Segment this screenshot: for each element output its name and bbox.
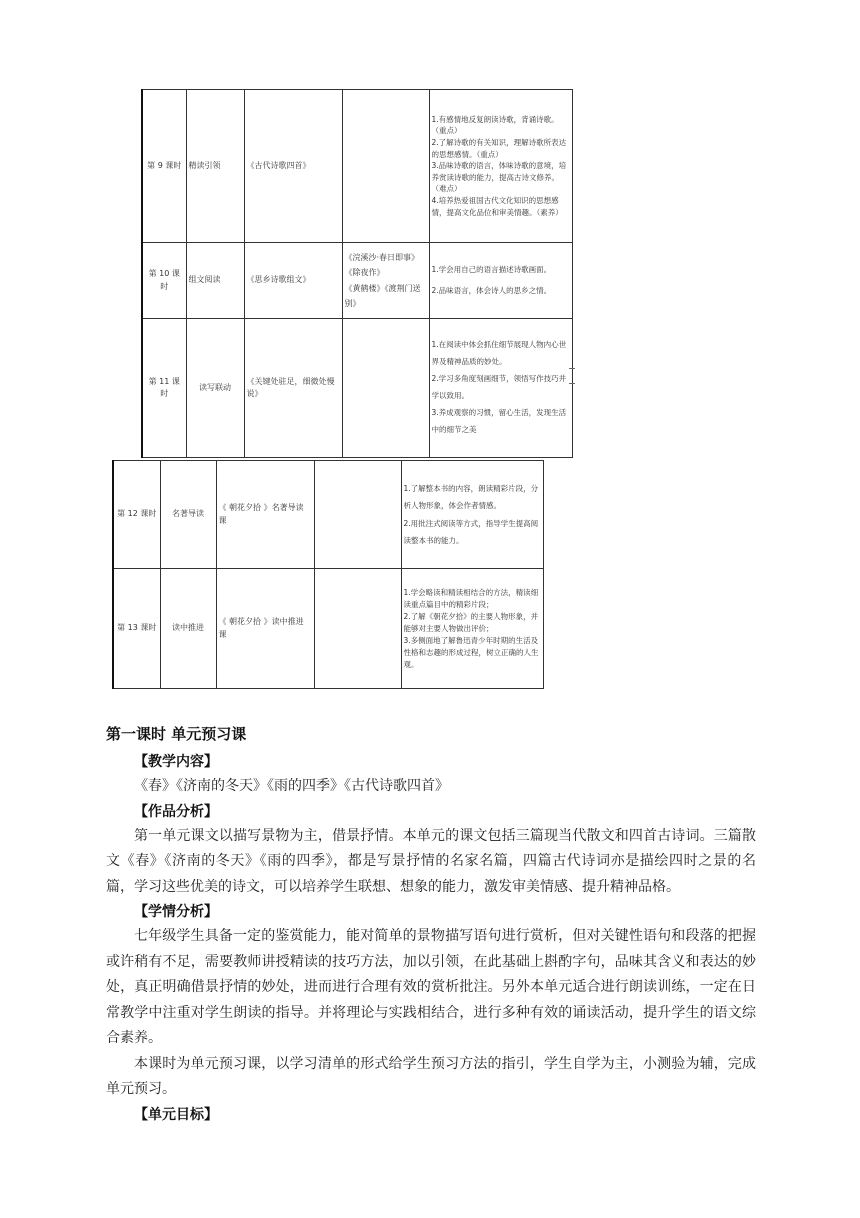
text-cell [342,319,429,458]
objectives-cell [429,243,572,319]
objective-item: 3.养成观察的习惯，留心生活，发现生活中的细节之美 [431,407,567,434]
period-cell: 第 13 课时 [113,569,160,689]
objectives-cell [401,461,543,569]
section-text-analysis: 第一单元课文以描写景物为主，借景抒情。本单元的课文包括三篇现当代散文和四首古诗词。三篇散文《春》《济南的冬天》《雨的四季》，都是写景抒情的名家名篇，四篇古代诗词亦是描绘四时之景的名篇，学习这些优美的诗文，可以培养学生联想、想象的能力，激发审美情感、提升精神品格。 [106,827,756,895]
objective-item: 1.了解整本书的内容，朗读精彩片段，分析人物形象，体会作者情感。 [403,484,539,511]
schedule-table-top [141,89,573,458]
section-title-goals: 【单元目标】 [134,1106,218,1123]
text-cell [342,90,429,243]
text-cell [314,461,401,569]
text-cell [314,569,401,689]
lesson-cell: 《思乡诗歌组文》 [244,243,342,319]
section-title-students: 【学情分析】 [134,904,218,920]
section-title-content: 【教学内容】 [134,754,218,770]
section-text-students-1: 七年级学生具备一定的鉴赏能力，能对简单的景物描写语句进行赏析，但对关键性语句和段落的把握或许稍有不足，需要教师讲授精读的技巧方法，加以引领，在此基础上斟酌字句，品味其含义和表达的妙处，真正明确借景抒情的妙处，进而进行合理有效的赏析批注。另外本单元适合进行朗读训练，一定在日常教学中注重对学生朗读的指导。并将理论与实践相结合，进行多种有效的诵读活动，提升学生的语文综合素养。 [106,928,756,1046]
objective-item: 4.培养热爱祖国古代文化知识的思想感情，提高文化品位和审美情趣。（素养） [431,196,563,217]
objective-item: 2.了解《朝花夕拾》的主要人物形象，并能够对主要人物做出评价； [403,611,539,633]
table-row [142,90,572,243]
objective-item: 1.在阅读中体会抓住细节展现人物内心世界及精神品质的妙处。 [431,340,567,367]
objective-item: 1.学会用自己的语言描述诗歌画面。 [431,264,552,274]
table-row [142,319,572,458]
type-cell: 组文阅读 [186,243,244,319]
section-text-content: 《春》《济南的冬天》《雨的四季》《古代诗歌四首》 [134,778,449,794]
objective-item: 2.了解诗歌的有关知识，理解诗歌所表达的思想感情。（重点） [431,137,567,159]
objective-item: 3.品味诗歌的语言，体味诗歌的意境，培养赏读诗歌的能力，提高古诗文修养。（难点） [431,161,567,194]
schedule-table-bottom [112,460,544,689]
section-text-students-2: 本课时为单元预习课，以学习清单的形式给学生预习方法的指引，学生自学为主，小测验为辅，完成单元预习。 [106,1055,756,1097]
objective-item: 1.有感情地反复朗读诗歌，背诵诗歌。（重点） [431,114,559,136]
objective-item: 2.品味语言，体会诗人的思乡之情。 [431,285,552,295]
objective-item: 2.用批注式阅读等方式，指导学生提高阅读整本书的能力。 [403,518,539,545]
period-cell: 第 12 课时 [113,461,160,569]
lesson-cell: 《 朝花夕拾 》读中推进课 [216,569,314,689]
document-body [106,724,756,1127]
edge-marker [569,368,575,384]
text-cell: 《浣溪沙·春日即事》 《除夜作》 《黄鹤楼》《渡荆门送别》 [342,243,429,319]
objective-item: 3.多侧面地了解鲁迅青少年时期的生活及性格和志趣的形成过程，树立正确的人生观。 [403,635,539,669]
table-row [113,461,543,569]
lesson-cell: 《 朝花夕拾 》名著导读课 [216,461,314,569]
objective-item: 2.学习多角度刻画细节，领悟写作技巧并学以致用。 [431,374,567,400]
type-cell: 读中推进 [160,569,216,689]
type-cell: 读写联动 [186,319,244,458]
type-cell: 名著导读 [160,461,216,569]
type-cell: 精读引领 [186,90,244,243]
period-cell: 第 10 课时 [142,243,186,319]
objective-item: 1.学会略读和精读相结合的方法，精读细读重点篇目中的精彩片段； [403,587,539,609]
lesson-cell: 《古代诗歌四首》 [244,90,342,243]
lesson-heading: 第一课时 单元预习课 [106,725,247,743]
table-row [142,243,572,319]
objectives-cell [401,569,543,689]
period-cell: 第 9 课时 [142,90,186,243]
objectives-cell [429,90,572,243]
lesson-cell: 《关键处驻足，细微处慢说》 [244,319,342,458]
section-title-analysis: 【作品分析】 [134,803,218,820]
period-cell: 第 11 课时 [142,319,186,458]
objectives-cell [429,319,572,458]
table-row [113,569,543,689]
